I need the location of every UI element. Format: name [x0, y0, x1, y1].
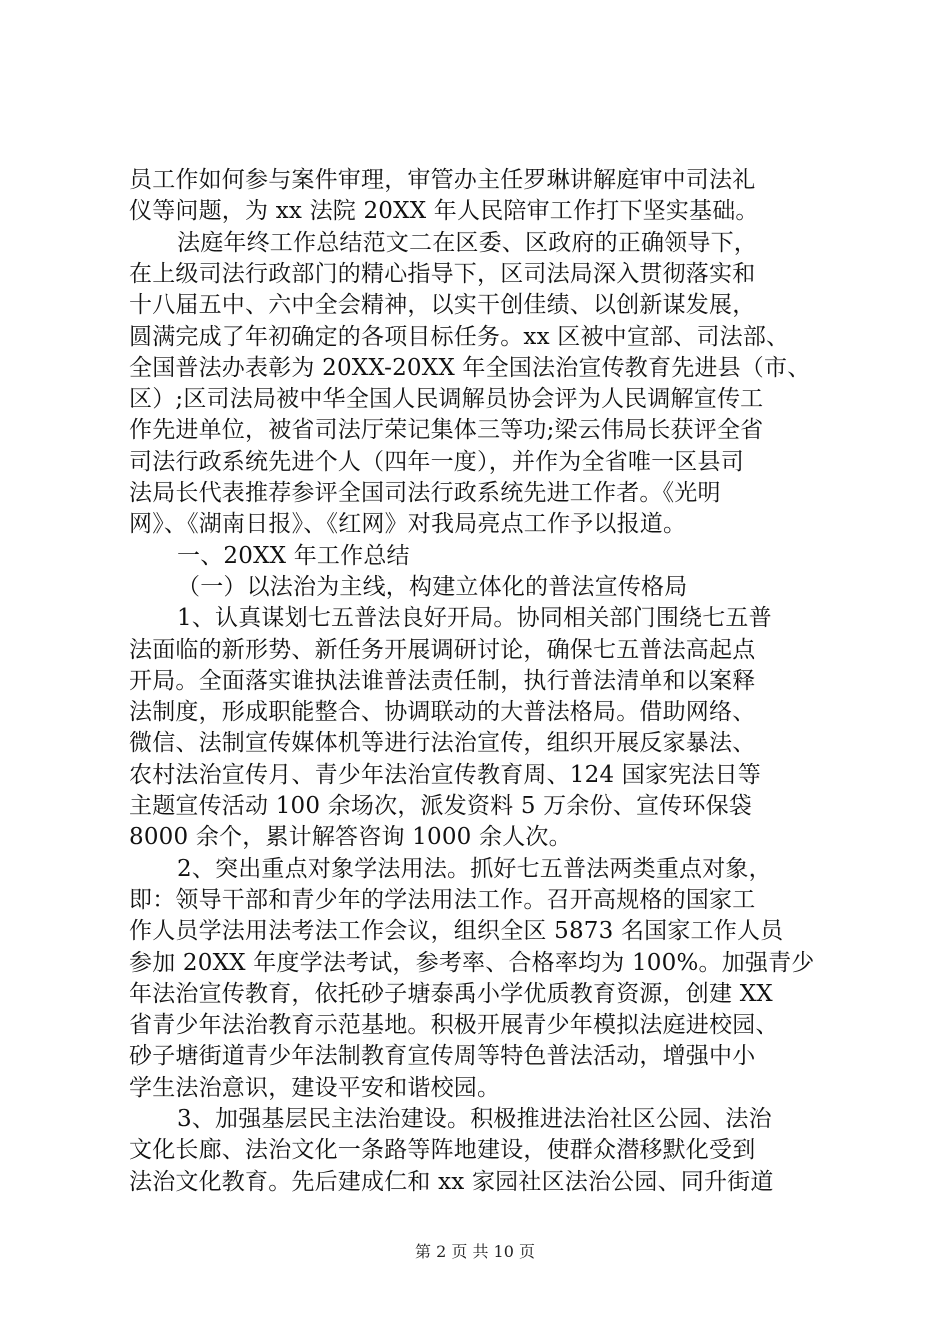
- text-line: 微信、法制宣传媒体机等进行法治宣传，组织开展反家暴法、: [129, 730, 756, 757]
- text-line: 2、突出重点对象学法用法。抓好七五普法两类重点对象，: [177, 855, 772, 882]
- text-line: 文化长廊、法治文化一条路等阵地建设，使群众潜移默化受到: [129, 1137, 756, 1164]
- text-line: 即：领导干部和青少年的学法用法工作。召开高规格的国家工: [129, 886, 756, 913]
- text-line: 在上级司法行政部门的精心指导下，区司法局深入贯彻落实和: [129, 260, 756, 287]
- text-line: 法制度，形成职能整合、协调联动的大普法格局。借助网络、: [129, 699, 756, 726]
- section-heading: 一、20XX 年工作总结: [177, 542, 410, 569]
- text-line: 3、加强基层民主法治建设。积极推进法治社区公园、法治: [177, 1106, 772, 1132]
- text-line: 参加 20XX 年度学法考试，参考率、合格率均为 100%。加强青少: [129, 949, 815, 976]
- text-line: 区）;区司法局被中华全国人民调解员协会评为人民调解宣传工: [129, 386, 764, 413]
- text-line: 作先进单位，被省司法厅荣记集体三等功;梁云伟局长获评全省: [129, 417, 764, 444]
- text-line: 十八届五中、六中全会精神，以实干创佳绩、以创新谋发展，: [129, 292, 756, 319]
- text-line: 员工作如何参与案件审理，审管办主任罗琳讲解庭审中司法礼: [129, 167, 756, 193]
- text-line: 农村法治宣传月、青少年法治宣传教育周、124 国家宪法日等: [129, 761, 762, 788]
- text-line: 学生法治意识，建设平安和谐校园。: [129, 1074, 501, 1101]
- text-line: 圆满完成了年初确定的各项目标任务。xx 区被中宣部、司法部、: [129, 323, 790, 350]
- text-line: 法庭年终工作总结范文二在区委、区政府的正确领导下，: [177, 229, 757, 256]
- subsection-heading: （一）以法治为主线，构建立体化的普法宣传格局: [177, 573, 688, 600]
- text-line: 法局长代表推荐参评全国司法行政系统先进工作者。《光明: [129, 480, 721, 506]
- text-line: 主题宣传活动 100 余场次，派发资料 5 万余份、宣传环保袋: [129, 793, 752, 819]
- text-line: 全国普法办表彰为 20XX-20XX 年全国法治宣传教育先进县（市、: [129, 354, 811, 381]
- text-line: 开局。全面落实谁执法谁普法责任制，执行普法清单和以案释: [129, 667, 756, 694]
- text-line: 8000 余个，累计解答咨询 1000 余人次。: [129, 824, 572, 851]
- page-number-footer: 第 2 页 共 10 页: [415, 1242, 535, 1261]
- text-line: 仪等问题，为 xx 法院 20XX 年人民陪审工作打下坚实基础。: [129, 198, 759, 225]
- text-line: 1、认真谋划七五普法良好开局。协同相关部门围绕七五普: [177, 605, 772, 632]
- text-line: 砂子塘街道青少年法制教育宣传周等特色普法活动，增强中小: [129, 1043, 756, 1070]
- text-line: 省青少年法治教育示范基地。积极开展青少年模拟法庭进校园、: [129, 1012, 779, 1039]
- text-line: 网》、《湖南日报》、《红网》对我局亮点工作予以报道。: [129, 511, 687, 538]
- text-line: 年法治宣传教育，依托砂子塘泰禹小学优质教育资源，创建 XX: [129, 980, 773, 1007]
- text-line: 法治文化教育。先后建成仁和 xx 家园社区法治公园、同升街道: [129, 1168, 774, 1195]
- text-line: 司法行政系统先进个人（四年一度），并作为全省唯一区县司: [129, 448, 744, 475]
- text-line: 作人员学法用法考法工作会议，组织全区 5873 名国家工作人员: [129, 918, 784, 945]
- text-line: 法面临的新形势、新任务开展调研讨论，确保七五普法高起点: [129, 636, 756, 663]
